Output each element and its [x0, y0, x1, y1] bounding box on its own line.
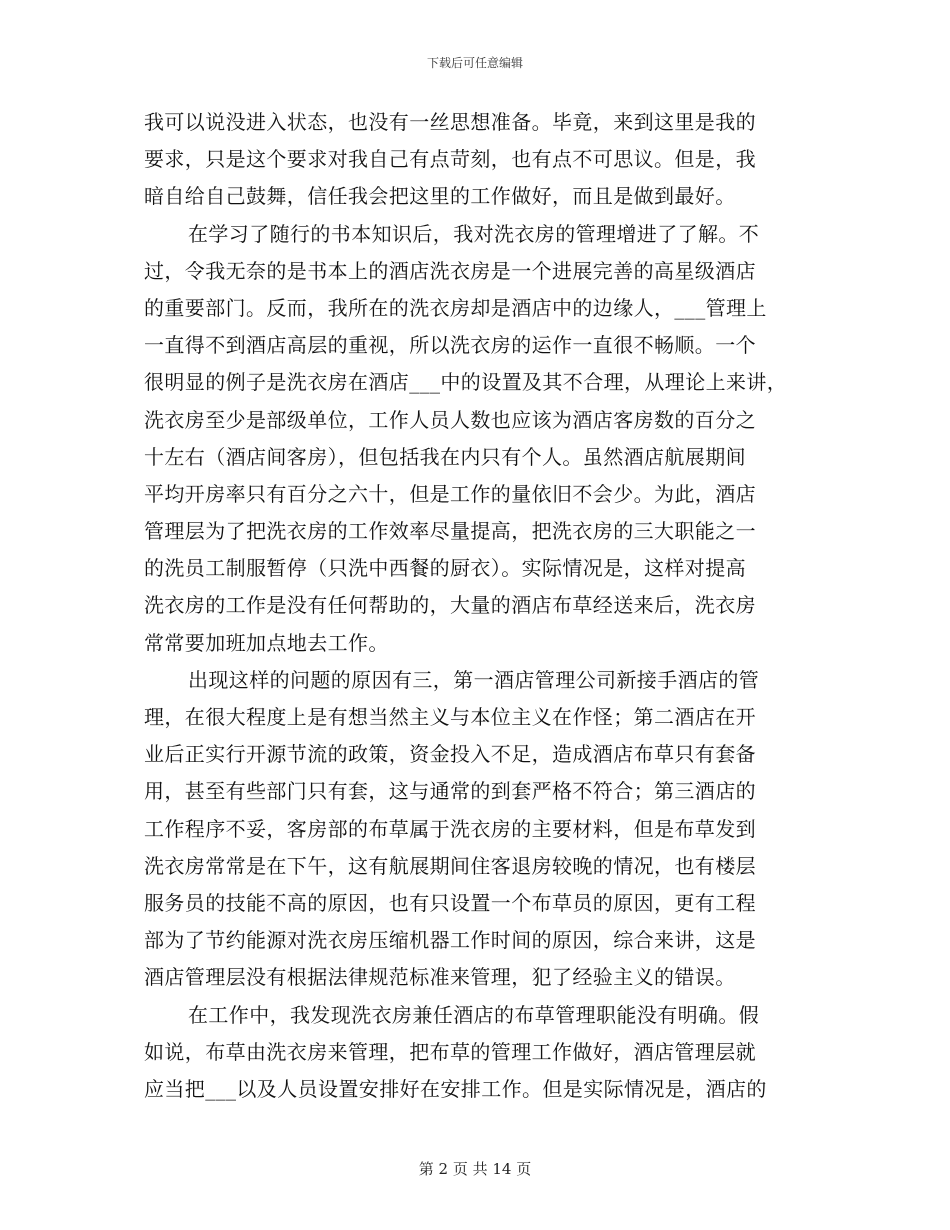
body-line: 应当把___以及人员设置安排好在安排工作。但是实际情况是，酒店的: [144, 1076, 767, 1101]
body-line: 出现这样的问题的原因有三，第一酒店管理公司新接手酒店的管: [188, 667, 760, 692]
body-line: 常常要加班加点地去工作。: [144, 630, 389, 655]
body-line: 用，甚至有些部门只有套，这与通常的到套严格不符合；第三酒店的: [144, 779, 756, 804]
body-line: 理，在很大程度上是有想当然主义与本位主义在作怪；第二酒店在开: [144, 705, 756, 729]
body-line: 的洗员工制服暂停（只洗中西餐的厨衣）。实际情况是，这样对提高: [144, 556, 746, 581]
body-line: 部为了节约能源对洗衣房压缩机器工作时间的原因，综合来讲，这是: [144, 928, 756, 953]
body-line: 工作程序不妥，客房部的布草属于洗衣房的主要材料，但是布草发到: [144, 816, 756, 841]
body-line: 洗衣房常常是在下午，这有航展期间住客退房较晚的情况，也有楼层: [144, 853, 756, 878]
body-line: 我可以说没进入状态，也没有一丝思想准备。毕竟，来到这里是我的: [144, 110, 756, 134]
body-line: 过，令我无奈的是书本上的酒店洗衣房是一个进展完善的高星级酒店: [144, 258, 756, 283]
document-body: [144, 104, 824, 1108]
body-line: 很明显的例子是洗衣房在酒店___中的设置及其不合理，从理论上来讲，: [144, 370, 788, 395]
body-line: 要求，只是这个要求对我自己有点苛刻，也有点不可思议。但是，我: [144, 147, 756, 172]
body-line: 十左右（酒店间客房），但包括我在内只有个人。虽然酒店航展期间: [144, 444, 746, 469]
body-line: 暗自给自己鼓舞，信任我会把这里的工作做好，而且是做到最好。: [144, 184, 736, 209]
body-line: 业后正实行开源节流的政策，资金投入不足，造成酒店布草只有套备: [144, 742, 756, 767]
page-footer: 第 2 页 共 14 页: [418, 1160, 532, 1178]
body-line: 酒店管理层没有根据法律规范标准来管理，犯了经验主义的错误。: [144, 965, 736, 990]
body-line: 在工作中，我发现洗衣房兼任酒店的布草管理职能没有明确。假: [188, 1002, 760, 1027]
body-line: 洗衣房至少是部级单位，工作人员人数也应该为酒店客房数的百分之: [144, 407, 756, 432]
body-line: 如说，布草由洗衣房来管理，把布草的管理工作做好，酒店管理层就: [144, 1039, 756, 1064]
body-line: 平均开房率只有百分之六十，但是工作的量依旧不会少。为此，酒店: [144, 481, 756, 506]
body-line: 一直得不到酒店高层的重视，所以洗衣房的运作一直很不畅顺。一个: [144, 333, 756, 358]
body-line: 管理层为了把洗衣房的工作效率尽量提高，把洗衣房的三大职能之一: [144, 519, 756, 544]
body-line: 洗衣房的工作是没有任何帮助的，大量的酒店布草经送来后，洗衣房: [144, 593, 756, 618]
body-line: 的重要部门。反而，我所在的洗衣房却是酒店中的边缘人，___管理上: [144, 295, 767, 320]
body-line: 服务员的技能不高的原因，也有只设置一个布草员的原因，更有工程: [144, 890, 756, 915]
page-header: 下载后可任意编辑: [426, 56, 523, 70]
body-line: 在学习了随行的书本知识后，我对洗衣房的管理增进了了解。不: [188, 221, 760, 246]
